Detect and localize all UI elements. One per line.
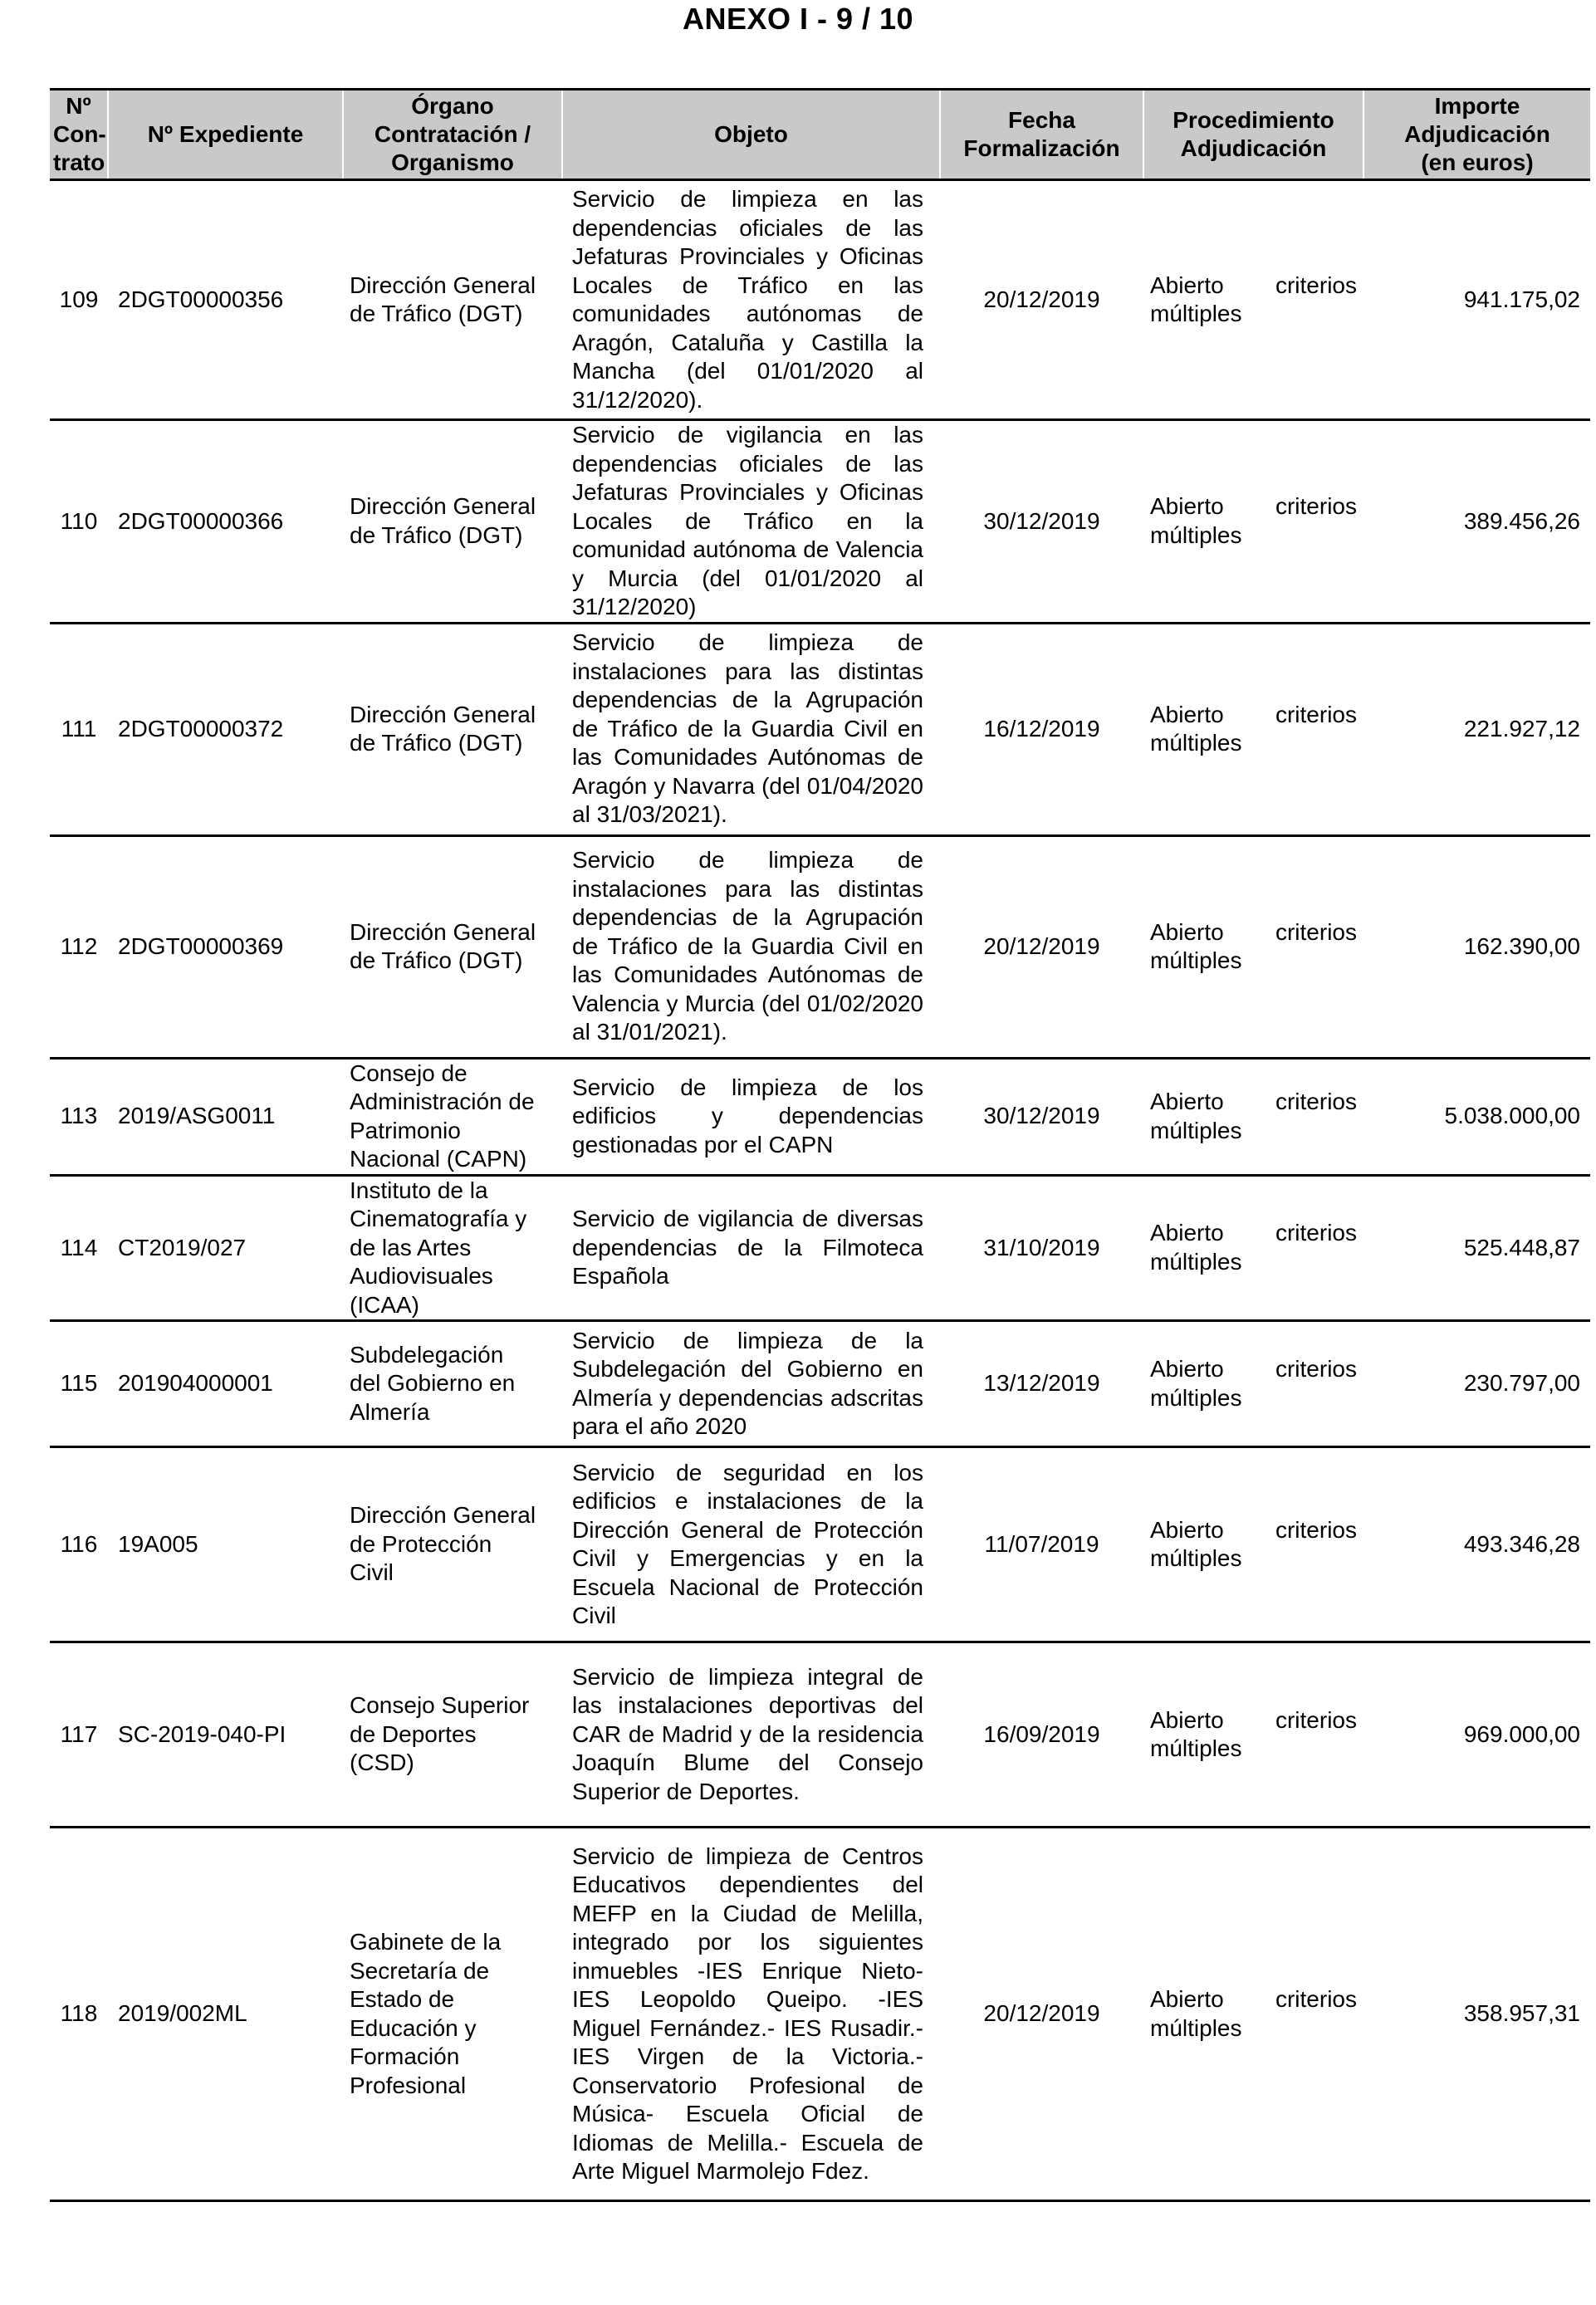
contracts-table	[50, 88, 1590, 2202]
objeto-cell: Servicio de vigilancia en las dependencias oficiales de las Jefaturas Provinciales y Oficinas Locales de Tráfico en la comunidad autónoma de Valencia y Murcia (del 01/01/2020 al 31/12/2020)	[562, 420, 940, 624]
importe-cell: 389.456,26	[1363, 420, 1590, 624]
organo-line: Cinematografía y	[350, 1206, 527, 1231]
organo-cell	[343, 1447, 562, 1642]
organo-line: Almería	[350, 1398, 430, 1425]
fecha-cell: 16/09/2019	[940, 1642, 1143, 1828]
procedimiento-word: Abierto	[1150, 1220, 1224, 1246]
organo-line: Educación y	[350, 2014, 477, 2041]
organo-cell	[343, 1642, 562, 1828]
procedimiento-cell	[1143, 1175, 1363, 1321]
header-objeto: Objeto	[562, 90, 940, 180]
procedimiento-word: múltiples	[1150, 521, 1242, 548]
table-row	[50, 623, 1590, 835]
procedimiento-cell	[1143, 623, 1363, 835]
procedimiento-word: múltiples	[1150, 301, 1242, 326]
contract-number-cell: 110	[50, 420, 108, 624]
objeto-cell: Servicio de limpieza de instalaciones para las distintas dependencias de la Agrupación de Tráfico de la Guardia Civil en las Comunidades Autónomas de Valencia y Murcia (del 01/02/2020 al 31/01/2021).	[562, 835, 940, 1058]
objeto-cell: Servicio de limpieza de los edificios y dependencias gestionadas por el CAPN	[562, 1058, 940, 1175]
organo-line: Subdelegación	[350, 1341, 504, 1368]
organo-line: Patrimonio	[350, 1117, 461, 1143]
objeto-cell: Servicio de limpieza de la Subdelegación del Gobierno en Almería y dependencias adscritas para el año 2020	[562, 1321, 940, 1447]
table-row	[50, 1828, 1590, 2201]
organo-line: Dirección General	[350, 272, 536, 298]
procedimiento-word: criterios	[1275, 1986, 1357, 2012]
importe-cell: 525.448,87	[1363, 1175, 1590, 1321]
expediente-cell: 2DGT00000356	[108, 180, 343, 420]
procedimiento-word: criterios	[1275, 918, 1357, 945]
procedimiento-word: criterios	[1275, 493, 1357, 520]
procedimiento-word: múltiples	[1150, 947, 1242, 973]
contract-number-cell: 114	[50, 1175, 108, 1321]
objeto-cell: Servicio de limpieza de instalaciones para las distintas dependencias de la Agrupación de Tráfico de la Guardia Civil en las Comunidades Autónomas de Aragón y Navarra (del 01/04/2020 al 31/03/2021).	[562, 623, 940, 835]
organo-cell	[343, 1828, 562, 2201]
objeto-cell: Servicio de limpieza en las dependencias oficiales de las Jefaturas Provinciales y Oficinas Locales de Tráfico en las comunidades autónomas de Aragón, Cataluña y Castilla la Mancha (del 01/01/2020 al 31/12/2020).	[562, 180, 940, 420]
expediente-cell: 2DGT00000366	[108, 420, 343, 624]
procedimiento-cell	[1143, 420, 1363, 624]
contract-number-cell: 117	[50, 1642, 108, 1828]
organo-line: Dirección General	[350, 1502, 536, 1529]
organo-line: Secretaría de	[350, 1957, 490, 1984]
procedimiento-word: criterios	[1275, 1089, 1357, 1114]
organo-cell	[343, 623, 562, 835]
header-importe: Importe Adjudicación (en euros)	[1363, 90, 1590, 180]
table-row	[50, 1058, 1590, 1175]
expediente-cell: 2DGT00000369	[108, 835, 343, 1058]
contract-number-cell: 112	[50, 835, 108, 1058]
organo-line: Dirección General	[350, 701, 536, 727]
organo-line: de Tráfico (DGT)	[350, 521, 523, 548]
fecha-cell: 30/12/2019	[940, 420, 1143, 624]
organo-line: Gabinete de la	[350, 1929, 502, 1955]
organo-line: de Deportes	[350, 1720, 477, 1747]
organo-line: (ICAA)	[350, 1291, 419, 1318]
organo-cell	[343, 1175, 562, 1321]
organo-line: de Tráfico (DGT)	[350, 730, 523, 756]
procedimiento-word: Abierto	[1150, 918, 1224, 945]
procedimiento-word: criterios	[1275, 1220, 1357, 1246]
procedimiento-word: criterios	[1275, 1356, 1357, 1382]
procedimiento-word: Abierto	[1150, 1706, 1224, 1733]
fecha-cell: 30/12/2019	[940, 1058, 1143, 1175]
procedimiento-word: Abierto	[1150, 1516, 1224, 1543]
header-fecha: Fecha Formalización	[940, 90, 1143, 180]
header-organo: Órgano Contratación / Organismo	[343, 90, 562, 180]
procedimiento-word: múltiples	[1150, 1384, 1242, 1411]
importe-cell: 941.175,02	[1363, 180, 1590, 420]
importe-cell: 5.038.000,00	[1363, 1058, 1590, 1175]
organo-cell	[343, 420, 562, 624]
table-row	[50, 1321, 1590, 1447]
organo-line: Consejo Superior	[350, 1692, 530, 1719]
organo-cell	[343, 835, 562, 1058]
organo-line: (CSD)	[350, 1750, 414, 1776]
contract-number-cell: 109	[50, 180, 108, 420]
table-row	[50, 1175, 1590, 1321]
objeto-cell: Servicio de seguridad en los edificios e instalaciones de la Dirección General de Protección Civil y Emergencias y en la Escuela Nacional de Protección Civil	[562, 1447, 940, 1642]
expediente-cell: 2019/ASG0011	[108, 1058, 343, 1175]
contract-number-cell: 115	[50, 1321, 108, 1447]
organo-line: Estado de	[350, 1986, 455, 2012]
objeto-cell: Servicio de limpieza integral de las instalaciones deportivas del CAR de Madrid y de la residencia Joaquín Blume del Consejo Superior de Deportes.	[562, 1642, 940, 1828]
importe-cell: 230.797,00	[1363, 1321, 1590, 1447]
objeto-cell: Servicio de limpieza de Centros Educativos dependientes del MEFP en la Ciudad de Melilla, integrado por los siguientes inmuebles -IES Enrique Nieto- IES Leopoldo Queipo. -IES Miguel Fernández.- IES Rusadir.- IES Virgen de la Victoria.- Conservatorio Profesional de Música- Escuela Oficial de Idiomas de Melilla.- Escuela de Arte Miguel Marmolejo Fdez.	[562, 1828, 940, 2201]
procedimiento-cell	[1143, 1447, 1363, 1642]
organo-line: Dirección General	[350, 493, 536, 520]
expediente-cell: SC-2019-040-PI	[108, 1642, 343, 1828]
fecha-cell: 20/12/2019	[940, 180, 1143, 420]
procedimiento-word: Abierto	[1150, 1986, 1224, 2012]
header-procedimiento: Procedimiento Adjudicación	[1143, 90, 1363, 180]
table-row	[50, 1447, 1590, 1642]
procedimiento-cell	[1143, 1642, 1363, 1828]
objeto-cell: Servicio de vigilancia de diversas dependencias de la Filmoteca Española	[562, 1175, 940, 1321]
procedimiento-word: Abierto	[1150, 701, 1224, 727]
contract-number-cell: 111	[50, 623, 108, 835]
organo-cell	[343, 180, 562, 420]
header-expediente: Nº Expediente	[108, 90, 343, 180]
organo-line: Administración de	[350, 1089, 535, 1114]
procedimiento-cell	[1143, 835, 1363, 1058]
importe-cell: 493.346,28	[1363, 1447, 1590, 1642]
organo-line: Profesional	[350, 2072, 467, 2098]
procedimiento-cell	[1143, 180, 1363, 420]
organo-line: Consejo de	[350, 1060, 468, 1086]
procedimiento-word: Abierto	[1150, 1356, 1224, 1382]
procedimiento-word: múltiples	[1150, 1735, 1242, 1761]
contract-number-cell: 113	[50, 1058, 108, 1175]
organo-cell	[343, 1321, 562, 1447]
procedimiento-word: múltiples	[1150, 730, 1242, 756]
organo-line: de Tráfico (DGT)	[350, 301, 523, 326]
expediente-cell: 2019/002ML	[108, 1828, 343, 2201]
fecha-cell: 16/12/2019	[940, 623, 1143, 835]
organo-line: de Protección	[350, 1530, 492, 1557]
procedimiento-word: Abierto	[1150, 272, 1224, 298]
procedimiento-word: múltiples	[1150, 1545, 1242, 1571]
organo-line: Instituto de la	[350, 1177, 488, 1203]
contract-number-cell: 118	[50, 1828, 108, 2201]
procedimiento-word: Abierto	[1150, 1089, 1224, 1114]
importe-cell: 969.000,00	[1363, 1642, 1590, 1828]
table-row	[50, 835, 1590, 1058]
procedimiento-word: criterios	[1275, 1706, 1357, 1733]
table-row	[50, 1642, 1590, 1828]
expediente-cell: 2DGT00000372	[108, 623, 343, 835]
importe-cell: 358.957,31	[1363, 1828, 1590, 2201]
organo-line: Audiovisuales	[350, 1263, 493, 1289]
organo-line: de Tráfico (DGT)	[350, 947, 523, 973]
procedimiento-word: múltiples	[1150, 1248, 1242, 1275]
procedimiento-word: criterios	[1275, 1516, 1357, 1543]
procedimiento-cell	[1143, 1058, 1363, 1175]
organo-line: Dirección General	[350, 918, 536, 945]
organo-line: Civil	[350, 1559, 394, 1586]
organo-line: del Gobierno en	[350, 1370, 516, 1397]
procedimiento-word: múltiples	[1150, 1117, 1242, 1143]
fecha-cell: 13/12/2019	[940, 1321, 1143, 1447]
fecha-cell: 20/12/2019	[940, 835, 1143, 1058]
fecha-cell: 11/07/2019	[940, 1447, 1143, 1642]
procedimiento-word: múltiples	[1150, 2014, 1242, 2041]
fecha-cell: 31/10/2019	[940, 1175, 1143, 1321]
organo-line: Nacional (CAPN)	[350, 1146, 527, 1172]
contract-number-cell: 116	[50, 1447, 108, 1642]
organo-line: de las Artes	[350, 1234, 472, 1260]
page-title: ANEXO I - 9 / 10	[682, 2, 914, 36]
importe-cell: 162.390,00	[1363, 835, 1590, 1058]
expediente-cell: 19A005	[108, 1447, 343, 1642]
procedimiento-word: criterios	[1275, 701, 1357, 727]
table-row	[50, 420, 1590, 624]
table-row	[50, 180, 1590, 420]
importe-cell: 221.927,12	[1363, 623, 1590, 835]
expediente-cell: 201904000001	[108, 1321, 343, 1447]
procedimiento-cell	[1143, 1321, 1363, 1447]
procedimiento-word: criterios	[1275, 272, 1357, 298]
table-header-row	[50, 90, 1590, 180]
procedimiento-cell	[1143, 1828, 1363, 2201]
procedimiento-word: Abierto	[1150, 493, 1224, 520]
header-num: Nº Con- trato	[50, 90, 108, 180]
organo-line: Formación	[350, 2043, 460, 2069]
organo-cell	[343, 1058, 562, 1175]
fecha-cell: 20/12/2019	[940, 1828, 1143, 2201]
expediente-cell: CT2019/027	[108, 1175, 343, 1321]
